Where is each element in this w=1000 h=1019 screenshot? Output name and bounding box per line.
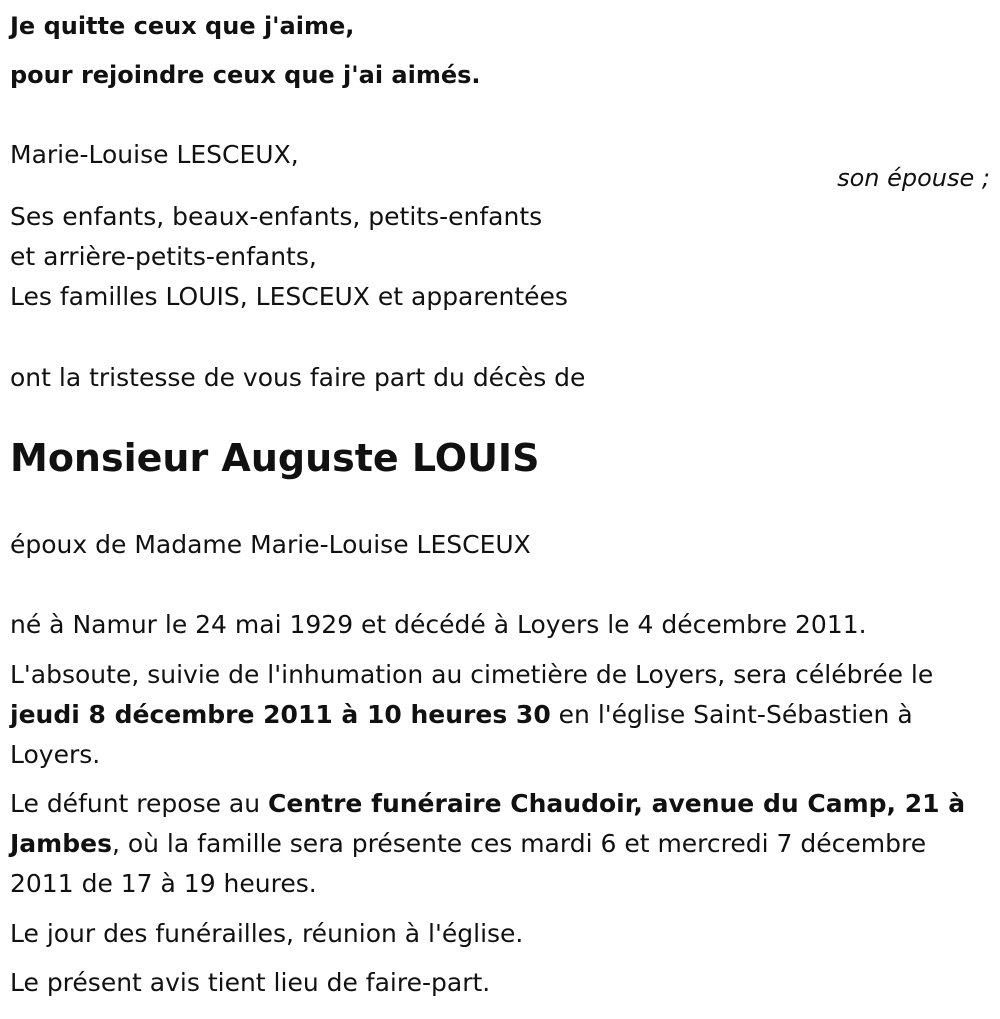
announcement: ont la tristesse de vous faire part du décès de — [10, 363, 586, 392]
ceremony-intro: L'absoute, suivie de l'inhumation au cimetière de Loyers, sera célébrée le — [10, 660, 934, 689]
spouse-role: son épouse ; — [837, 164, 990, 192]
epigraph-line-2: pour rejoindre ceux que j'ai aimés. — [10, 61, 481, 89]
spouse-of: époux de Madame Marie-Louise LESCEUX — [10, 530, 531, 559]
birth-death: né à Namur le 24 mai 1929 et décédé à Loyers le 4 décembre 2011. — [10, 610, 867, 639]
deceased-name: Monsieur Auguste LOUIS — [10, 436, 540, 480]
visitation-paragraph — [10, 784, 990, 904]
families-line: Les familles LOUIS, LESCEUX et apparentées — [10, 282, 568, 311]
visitation-details: , où la famille sera présente ces mardi 6 et mercredi 7 décembre 2011 de 17 à 19 heures. — [10, 829, 927, 898]
children-line-2: et arrière-petits-enfants, — [10, 242, 317, 271]
epigraph-line-1: Je quitte ceux que j'aime, — [10, 12, 355, 40]
spouse-name: Marie-Louise LESCEUX, — [10, 140, 299, 169]
visitation-intro: Le défunt repose au — [10, 789, 269, 818]
meeting-note: Le jour des funérailles, réunion à l'église. — [10, 919, 524, 948]
visitation-place: Centre funéraire Chaudoir, avenue du Camp, 21 à Jambes — [10, 789, 966, 858]
ceremony-location: en l'église Saint-Sébastien à Loyers. — [10, 700, 913, 769]
ceremony-date-time: jeudi 8 décembre 2011 à 10 heures 30 — [10, 700, 551, 729]
notice-note: Le présent avis tient lieu de faire-part. — [10, 968, 491, 997]
children-line-1: Ses enfants, beaux-enfants, petits-enfants — [10, 202, 543, 231]
ceremony-paragraph — [10, 655, 990, 775]
